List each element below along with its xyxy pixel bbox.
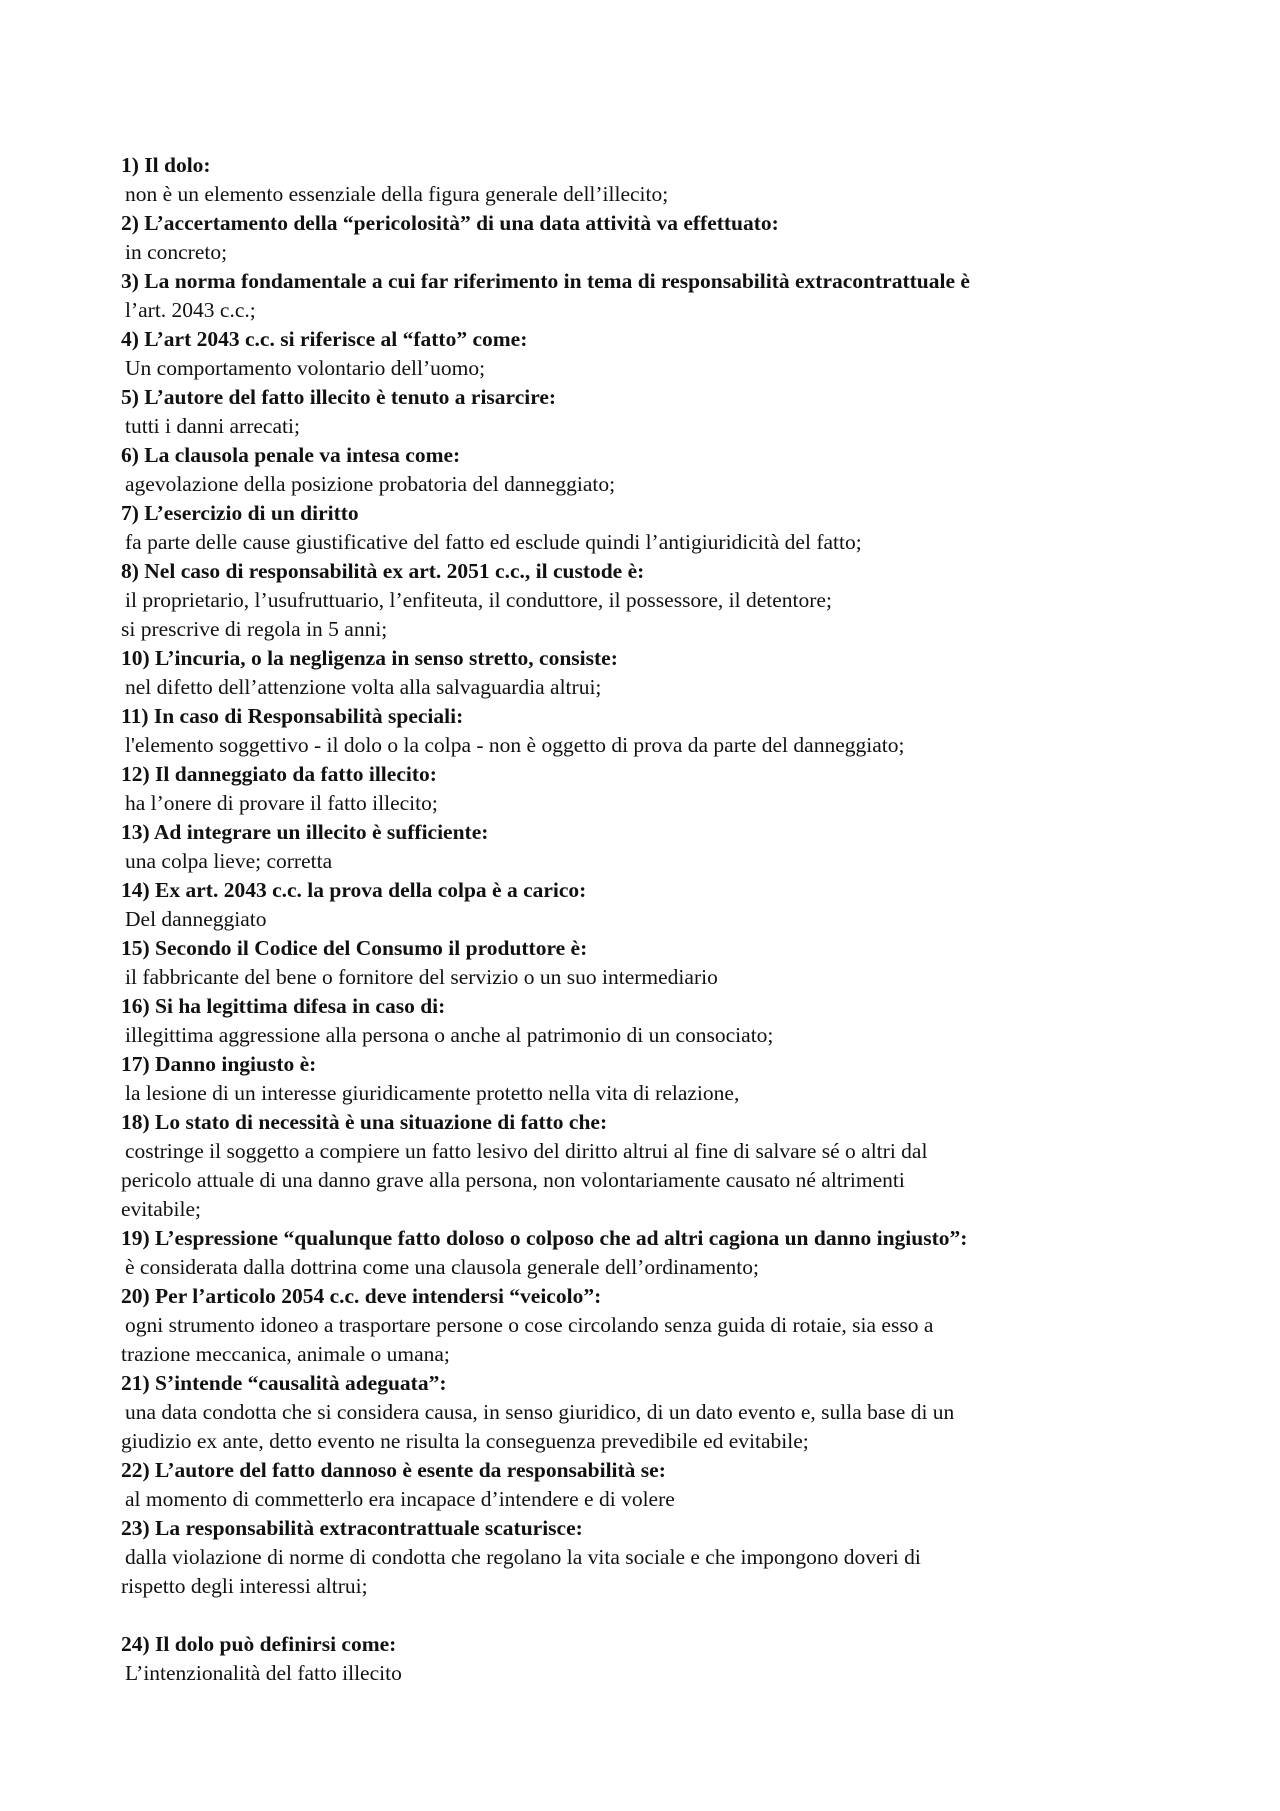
- answer-text: [121, 905, 1220, 934]
- answer-text: [121, 412, 1220, 441]
- question-text: 24) Il dolo può definirsi come:: [121, 1632, 397, 1656]
- qa-item: [121, 267, 1220, 325]
- question-text: 8) Nel caso di responsabilità ex art. 2051 c.c., il custode è:: [121, 559, 645, 583]
- answer-line: ha l’onere di provare il fatto illecito;: [125, 791, 438, 815]
- answer-text: [121, 354, 1220, 383]
- qa-item: [121, 1630, 1220, 1688]
- answer-text: [121, 731, 1220, 760]
- answer-line: Un comportamento volontario dell’uomo;: [125, 356, 486, 380]
- qa-item: [121, 1456, 1220, 1514]
- answer-text: [121, 1079, 1220, 1108]
- qa-item: [121, 557, 1220, 644]
- answer-text: [121, 238, 1220, 267]
- qa-item: [121, 383, 1220, 441]
- answer-text: [121, 1659, 1220, 1688]
- qa-item: [121, 1108, 1220, 1224]
- answer-line: pericolo attuale di una danno grave alla persona, non volontariamente causato né altrimenti: [121, 1168, 905, 1192]
- question-answer-list: [121, 151, 1220, 1688]
- question-text: 16) Si ha legittima difesa in caso di:: [121, 994, 446, 1018]
- answer-text: [121, 1398, 1220, 1456]
- question-text: 2) L’accertamento della “pericolosità” di una data attività va effettuato:: [121, 211, 779, 235]
- answer-line: trazione meccanica, animale o umana;: [121, 1342, 450, 1366]
- question-text: 23) La responsabilità extracontrattuale scaturisce:: [121, 1516, 583, 1540]
- qa-item: [121, 934, 1220, 992]
- qa-item: [121, 644, 1220, 702]
- answer-line: è considerata dalla dottrina come una clausola generale dell’ordinamento;: [125, 1255, 759, 1279]
- question-text: 11) In caso di Responsabilità speciali:: [121, 704, 464, 728]
- question-text: 17) Danno ingiusto è:: [121, 1052, 317, 1076]
- answer-text: [121, 963, 1220, 992]
- qa-item: [121, 209, 1220, 267]
- question-text: 13) Ad integrare un illecito è sufficiente:: [121, 820, 489, 844]
- question-text: 19) L’espressione “qualunque fatto doloso o colposo che ad altri cagiona un danno ingiusto”:: [121, 1226, 968, 1250]
- qa-item: [121, 325, 1220, 383]
- answer-line: la lesione di un interesse giuridicamente protetto nella vita di relazione,: [125, 1081, 740, 1105]
- answer-text: [121, 1021, 1220, 1050]
- question-text: 10) L’incuria, o la negligenza in senso stretto, consiste:: [121, 646, 618, 670]
- question-text: 12) Il danneggiato da fatto illecito:: [121, 762, 437, 786]
- answer-line: tutti i danni arrecati;: [125, 414, 300, 438]
- answer-text: [121, 789, 1220, 818]
- answer-text: [121, 296, 1220, 325]
- answer-text: [121, 586, 1220, 644]
- answer-line: costringe il soggetto a compiere un fatto lesivo del diritto altrui al fine di salvare sé o altri dal: [125, 1139, 928, 1163]
- answer-line: illegittima aggressione alla persona o anche al patrimonio di un consociato;: [125, 1023, 774, 1047]
- answer-line: evitabile;: [121, 1197, 201, 1221]
- qa-item: [121, 499, 1220, 557]
- answer-line: giudizio ex ante, detto evento ne risulta la conseguenza prevedibile ed evitabile;: [121, 1429, 809, 1453]
- answer-line: rispetto degli interessi altrui;: [121, 1574, 368, 1598]
- answer-line: fa parte delle cause giustificative del fatto ed esclude quindi l’antigiuridicità del fatto;: [125, 530, 862, 554]
- answer-line: il proprietario, l’usufruttuario, l’enfiteuta, il conduttore, il possessore, il detentore;: [125, 588, 832, 612]
- answer-line: al momento di commetterlo era incapace d’intendere e di volere: [125, 1487, 675, 1511]
- question-text: 22) L’autore del fatto dannoso è esente da responsabilità se:: [121, 1458, 666, 1482]
- answer-line: il fabbricante del bene o fornitore del servizio o un suo intermediario: [125, 965, 718, 989]
- question-text: 21) S’intende “causalità adeguata”:: [121, 1371, 447, 1395]
- answer-line: L’intenzionalità del fatto illecito: [125, 1661, 402, 1685]
- question-text: 4) L’art 2043 c.c. si riferisce al “fatto” come:: [121, 327, 528, 351]
- answer-line: si prescrive di regola in 5 anni;: [121, 617, 388, 641]
- question-text: 1) Il dolo:: [121, 153, 211, 177]
- answer-line: nel difetto dell’attenzione volta alla salvaguardia altrui;: [125, 675, 602, 699]
- answer-line: ogni strumento idoneo a trasportare persone o cose circolando senza guida di rotaie, sia esso a: [125, 1313, 934, 1337]
- answer-text: [121, 528, 1220, 557]
- qa-item: [121, 702, 1220, 760]
- answer-text: [121, 1137, 1220, 1224]
- qa-item: [121, 1369, 1220, 1456]
- answer-line: dalla violazione di norme di condotta che regolano la vita sociale e che impongono doveri di: [125, 1545, 921, 1569]
- answer-line: non è un elemento essenziale della figura generale dell’illecito;: [125, 182, 669, 206]
- answer-line: una colpa lieve; corretta: [125, 849, 333, 873]
- answer-text: [121, 847, 1220, 876]
- answer-text: [121, 1543, 1220, 1601]
- question-text: 14) Ex art. 2043 c.c. la prova della colpa è a carico:: [121, 878, 587, 902]
- question-text: 20) Per l’articolo 2054 c.c. deve intendersi “veicolo”:: [121, 1284, 602, 1308]
- answer-line: l’art. 2043 c.c.;: [125, 298, 256, 322]
- answer-line: in concreto;: [125, 240, 228, 264]
- answer-text: [121, 1311, 1220, 1369]
- question-text: 15) Secondo il Codice del Consumo il produttore è:: [121, 936, 588, 960]
- answer-text: [121, 180, 1220, 209]
- qa-item: [121, 151, 1220, 209]
- question-text: 5) L’autore del fatto illecito è tenuto a risarcire:: [121, 385, 557, 409]
- qa-item: [121, 818, 1220, 876]
- qa-item: [121, 1224, 1220, 1282]
- question-text: 6) La clausola penale va intesa come:: [121, 443, 461, 467]
- qa-item: [121, 760, 1220, 818]
- qa-item: [121, 992, 1220, 1050]
- question-text: 3) La norma fondamentale a cui far riferimento in tema di responsabilità extracontrattuale è: [121, 269, 970, 293]
- qa-item: [121, 1282, 1220, 1369]
- answer-line: Del danneggiato: [125, 907, 267, 931]
- question-text: 7) L’esercizio di un diritto: [121, 501, 359, 525]
- answer-line: una data condotta che si considera causa, in senso giuridico, di un dato evento e, sulla base di un: [125, 1400, 955, 1424]
- answer-line: agevolazione della posizione probatoria del danneggiato;: [125, 472, 616, 496]
- answer-text: [121, 1253, 1220, 1282]
- qa-item: [121, 441, 1220, 499]
- answer-text: [121, 673, 1220, 702]
- question-text: 18) Lo stato di necessità è una situazione di fatto che:: [121, 1110, 608, 1134]
- qa-item: [121, 1050, 1220, 1108]
- answer-line: l'elemento soggettivo - il dolo o la colpa - non è oggetto di prova da parte del danneggiato;: [125, 733, 905, 757]
- qa-item: [121, 1514, 1220, 1601]
- qa-item: [121, 876, 1220, 934]
- answer-text: [121, 470, 1220, 499]
- answer-text: [121, 1485, 1220, 1514]
